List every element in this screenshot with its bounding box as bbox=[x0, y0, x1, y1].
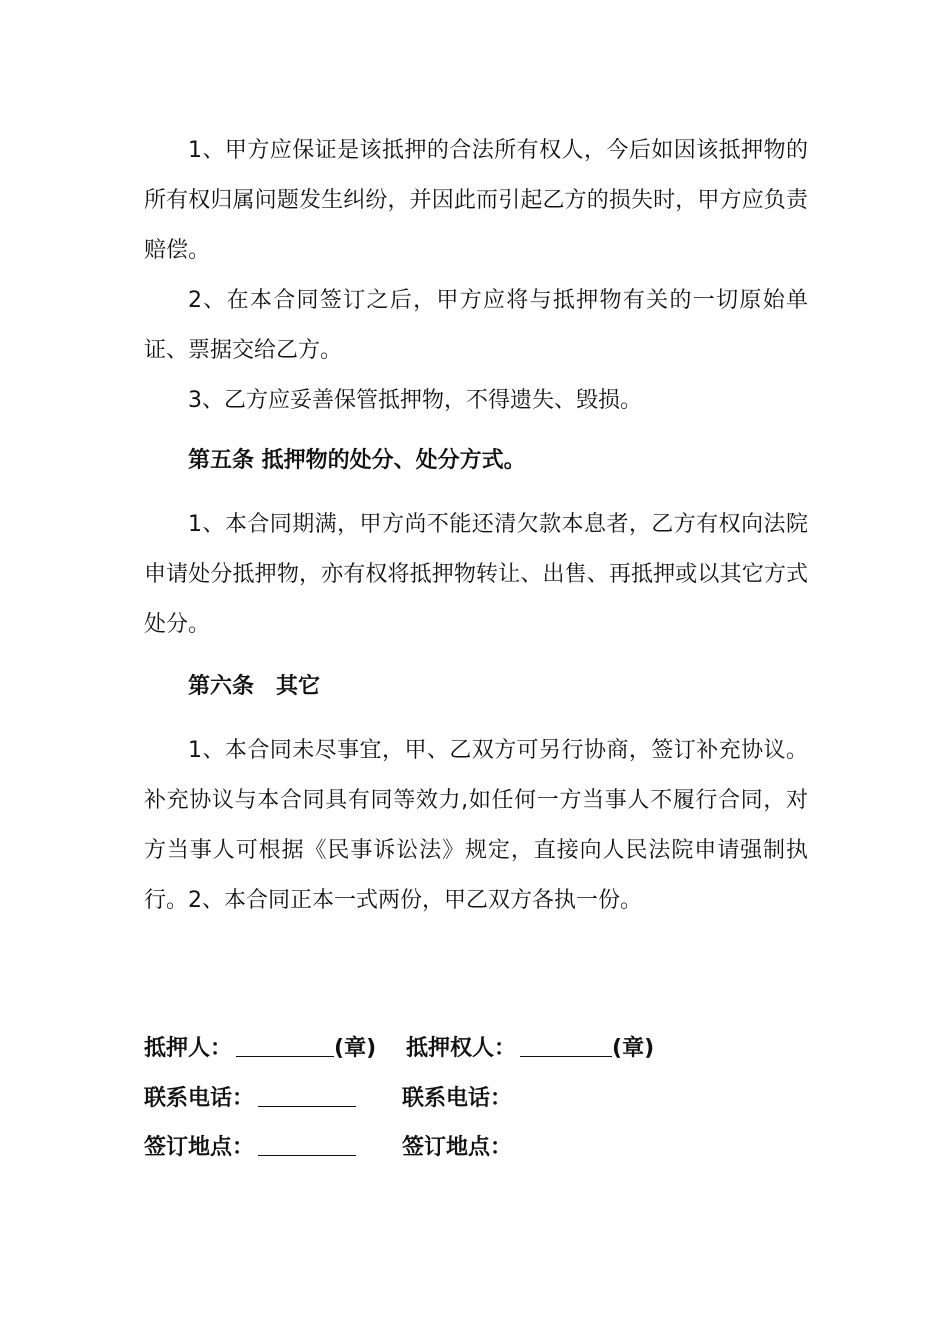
mortgagor-seal-mark: (章) bbox=[334, 1036, 377, 1061]
mortgagee-blank bbox=[520, 1034, 612, 1057]
mortgagor-phone-label: 联系电话： bbox=[144, 1086, 255, 1111]
mortgagee-label: 抵押权人： bbox=[406, 1036, 517, 1061]
article4-item-3: 3、乙方应妥善保管抵押物，不得遗失、毁损。 bbox=[188, 388, 642, 413]
article4-item-1: 1、甲方应保证是该抵押的合法所有权人，今后如因该抵押物的所有权归属问题发生纠纷，并因此而引起乙方的损失时，甲方应负责赔偿。 bbox=[144, 138, 808, 263]
mortgagor-blank bbox=[236, 1034, 334, 1057]
mortgagee-signature-line bbox=[406, 1034, 654, 1064]
article6-heading: 第六条 其它 bbox=[188, 674, 321, 699]
mortgagee-place-line bbox=[402, 1133, 512, 1163]
mortgagor-place-blank bbox=[258, 1133, 356, 1156]
mortgagor-label: 抵押人： bbox=[144, 1036, 233, 1061]
mortgagor-place-line bbox=[144, 1133, 356, 1163]
article4-item-2: 2、在本合同签订之后，甲方应将与抵押物有关的一切原始单证、票据交给乙方。 bbox=[144, 288, 808, 363]
mortgagee-phone-label: 联系电话： bbox=[402, 1086, 513, 1111]
article5-heading: 第五条 抵押物的处分、处分方式。 bbox=[188, 448, 526, 473]
mortgagor-phone-line bbox=[144, 1084, 356, 1114]
article6-item-1: 1、本合同未尽事宜，甲、乙双方可另行协商，签订补充协议。补充协议与本合同具有同等效力,如任何一方当事人不履行合同，对方当事人可根据《民事诉讼法》规定，直接向人民法院申请强制执行。 bbox=[144, 738, 808, 913]
mortgagor-place-label: 签订地点： bbox=[144, 1135, 255, 1160]
mortgagor-signature-line bbox=[144, 1034, 376, 1064]
mortgagee-phone-line bbox=[402, 1084, 512, 1114]
article5-item-1: 1、本合同期满，甲方尚不能还清欠款本息者，乙方有权向法院申请处分抵押物，亦有权将抵押物转让、出售、再抵押或以其它方式处分。 bbox=[144, 512, 808, 637]
mortgagor-phone-blank bbox=[258, 1084, 356, 1107]
mortgagee-seal-mark: (章) bbox=[612, 1036, 655, 1061]
article6-item-2: 2、本合同正本一式两份，甲乙双方各执一份。 bbox=[188, 888, 642, 913]
mortgagee-place-label: 签订地点： bbox=[402, 1135, 513, 1160]
